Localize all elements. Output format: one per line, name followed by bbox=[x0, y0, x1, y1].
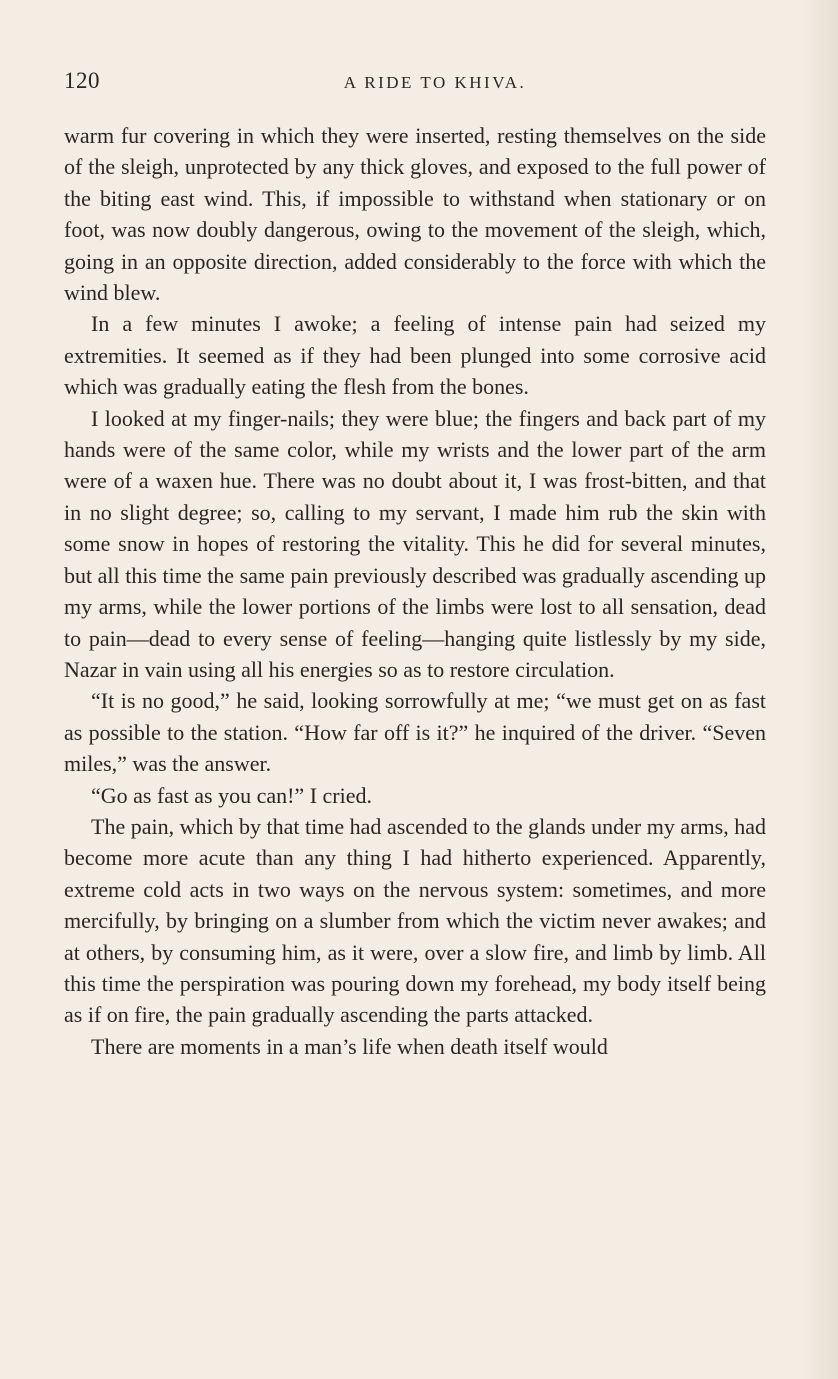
page-number: 120 bbox=[64, 68, 100, 93]
paragraph: “It is no good,” he said, looking sorrowfully at me; “we must get on as fast as possible to the station. “How far off is it?” he inquired of the driver. “Seven miles,” was the answer. bbox=[64, 688, 766, 777]
body-text bbox=[64, 120, 766, 1062]
paragraph: I looked at my finger-nails; they were blue; the fingers and back part of my hands were of the same color, while my wrists and the lower part of the arm were of a waxen hue. There was no doubt about it, I was frost-bitten, and that in no slight degree; so, calling to my servant, I made him rub the skin with some snow in hopes of restoring the vitality. This he did for several minutes, but all this time the same pain previously described was gradually ascending up my arms, while the lower portions of the limbs were lost to all sensation, dead to pain—dead to every sense of feeling—hanging quite listlessly by my side, Nazar in vain using all his energies so as to restore circulation. bbox=[64, 405, 766, 682]
running-title: A RIDE TO KHIVA. bbox=[343, 73, 527, 92]
paragraph: “Go as fast as you can!” I cried. bbox=[91, 782, 372, 808]
running-head bbox=[64, 68, 766, 98]
paragraph: In a few minutes I awoke; a feeling of intense pain had seized my extremities. It seemed as if they had been plunged into some corrosive acid which was gradually eating the flesh from the bones. bbox=[64, 311, 766, 400]
paragraph: warm fur covering in which they were inserted, resting themselves on the side of the sleigh, unprotected by any thick gloves, and exposed to the full power of the biting east wind. This, if impossible to withstand when stationary or on foot, was now doubly dangerous, owing to the movement of the sleigh, which, going in an opposite direction, added considerably to the force with which the wind blew. bbox=[64, 123, 766, 306]
paragraph: The pain, which by that time had ascended to the glands under my arms, had become more acute than any thing I had hitherto experienced. Apparently, extreme cold acts in two ways on the nervous system: sometimes, and more mercifully, by bringing on a slumber from which the victim never awakes; and at others, by consuming him, as it were, over a slow fire, and limb by limb. All this time the perspiration was pouring down my forehead, my body itself being as if on fire, the pain gradually ascending the parts attacked. bbox=[64, 813, 766, 1028]
paragraph: There are moments in a man’s life when death itself would bbox=[91, 1033, 608, 1059]
